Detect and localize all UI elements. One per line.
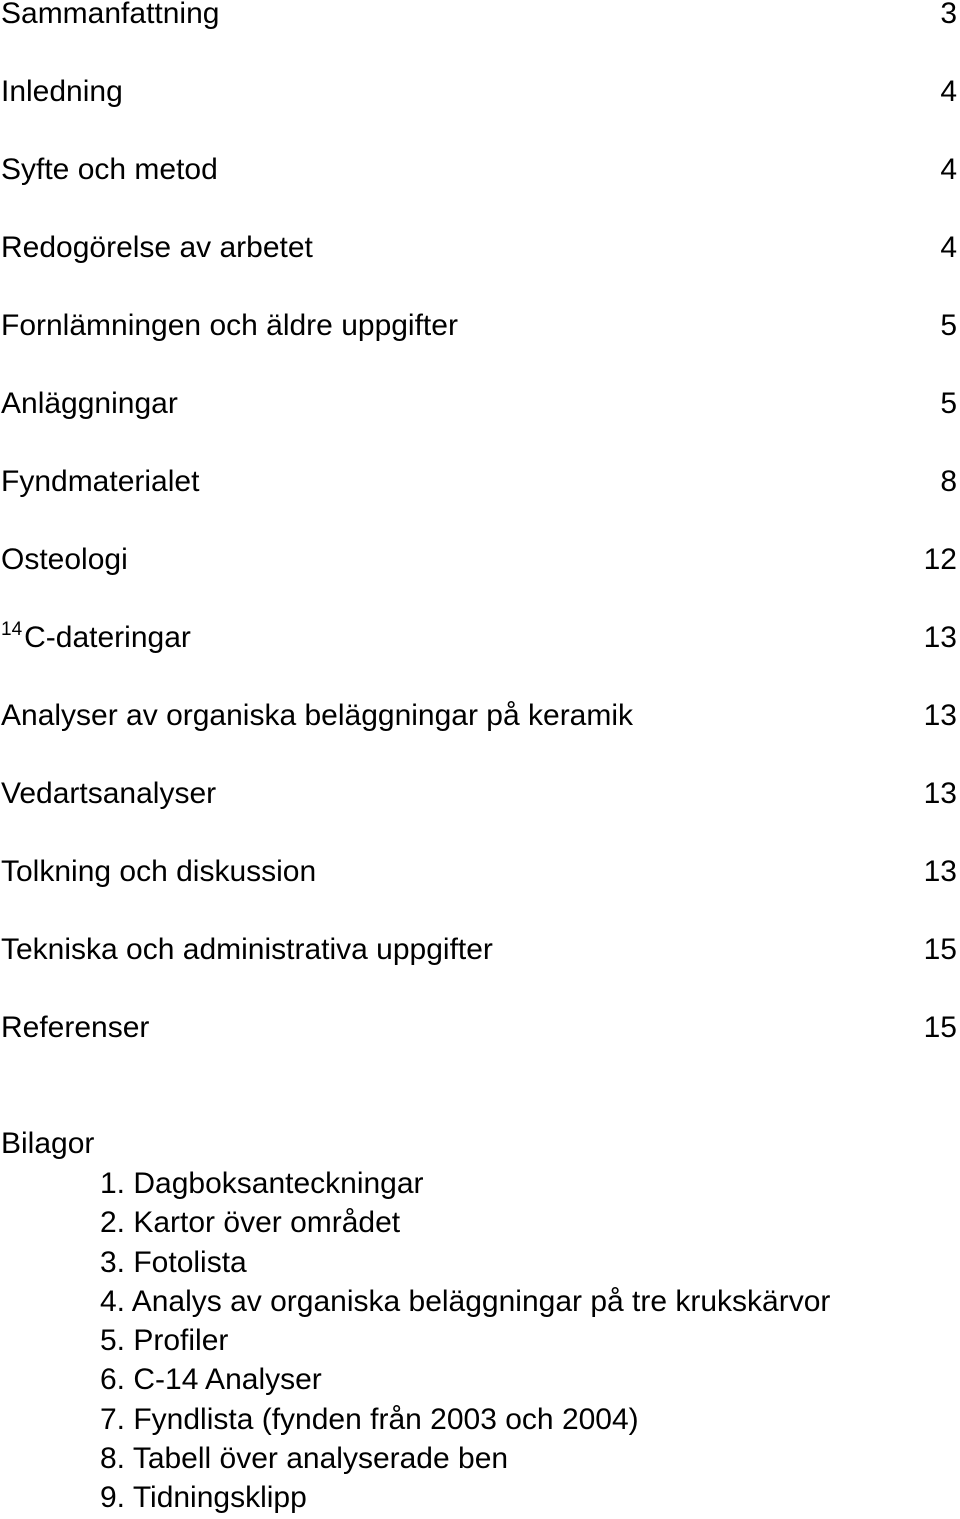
- toc-entry-title: Syfte och metod: [1, 153, 218, 186]
- toc-entry-page: 15: [923, 1011, 957, 1044]
- toc-row[interactable]: [0, 306, 960, 346]
- appendix-item[interactable]: 8. Tabell över analyserade ben: [100, 1442, 509, 1476]
- appendix-item[interactable]: 9. Tidningsklipp: [100, 1481, 307, 1515]
- toc-entry-title-text: C-dateringar: [24, 621, 191, 654]
- toc-entry-title: Fornlämningen och äldre uppgifter: [1, 309, 458, 342]
- toc-entry-title: [1, 618, 191, 662]
- toc-entry-page: 13: [923, 699, 957, 732]
- toc-entry-page: 12: [923, 543, 957, 576]
- toc-entry-page: 13: [923, 777, 957, 810]
- toc-entry-title: Osteologi: [1, 543, 128, 576]
- toc-entry-title: Tekniska och administrativa uppgifter: [1, 933, 493, 966]
- appendix-heading: Bilagor: [1, 1127, 95, 1160]
- toc-entry-title: Referenser: [1, 1011, 150, 1044]
- toc-row[interactable]: [0, 618, 960, 658]
- toc-row[interactable]: [0, 0, 960, 34]
- toc-entry-title: Fyndmaterialet: [1, 465, 200, 498]
- toc-entry-page: 4: [940, 153, 957, 186]
- toc-entry-title: Sammanfattning: [1, 0, 220, 30]
- appendix-list: [100, 1164, 830, 1518]
- toc-entry-page: 8: [940, 465, 957, 498]
- toc-entry-title: Redogörelse av arbetet: [1, 231, 313, 264]
- toc-entry-page: 5: [940, 309, 957, 342]
- toc-row[interactable]: [0, 540, 960, 580]
- toc-entry-title: Analyser av organiska beläggningar på keramik: [1, 699, 634, 732]
- toc-row[interactable]: [0, 852, 960, 892]
- toc-entry-page: 15: [923, 933, 957, 966]
- toc-row[interactable]: [0, 384, 960, 424]
- toc-entry-page: 3: [940, 0, 957, 30]
- toc-entry-title: Vedartsanalyser: [1, 777, 217, 810]
- toc-entry-title: Inledning: [1, 75, 123, 108]
- toc-entry-page: 5: [940, 387, 957, 420]
- appendix-item[interactable]: 3. Fotolista: [100, 1245, 247, 1279]
- toc-row[interactable]: [0, 150, 960, 190]
- appendix-item[interactable]: 7. Fyndlista (fynden från 2003 och 2004): [100, 1402, 639, 1436]
- toc-entry-page: 4: [940, 75, 957, 108]
- toc-row[interactable]: [0, 1008, 960, 1048]
- toc-row[interactable]: [0, 930, 960, 970]
- toc-entry-page: 4: [940, 231, 957, 264]
- appendix-item[interactable]: 4. Analys av organiska beläggningar på tre krukskärvor: [100, 1284, 831, 1318]
- toc-row[interactable]: [0, 462, 960, 502]
- toc-row[interactable]: [0, 72, 960, 112]
- toc-entry-page: 13: [923, 855, 957, 888]
- appendix-item[interactable]: 2. Kartor över området: [100, 1206, 401, 1240]
- appendix-item[interactable]: 5. Profiler: [100, 1324, 229, 1358]
- superscript-isotope: 14: [1, 619, 23, 640]
- toc-row[interactable]: [0, 696, 960, 736]
- toc-entry-title: Tolkning och diskussion: [1, 855, 317, 888]
- appendix-item[interactable]: 6. C-14 Analyser: [100, 1363, 322, 1397]
- toc-row[interactable]: [0, 774, 960, 814]
- appendix-item[interactable]: 1. Dagboksanteckningar: [100, 1167, 424, 1200]
- toc-entry-title: Anläggningar: [1, 387, 178, 420]
- toc-entry-page: 13: [923, 621, 957, 654]
- toc-row[interactable]: [0, 228, 960, 268]
